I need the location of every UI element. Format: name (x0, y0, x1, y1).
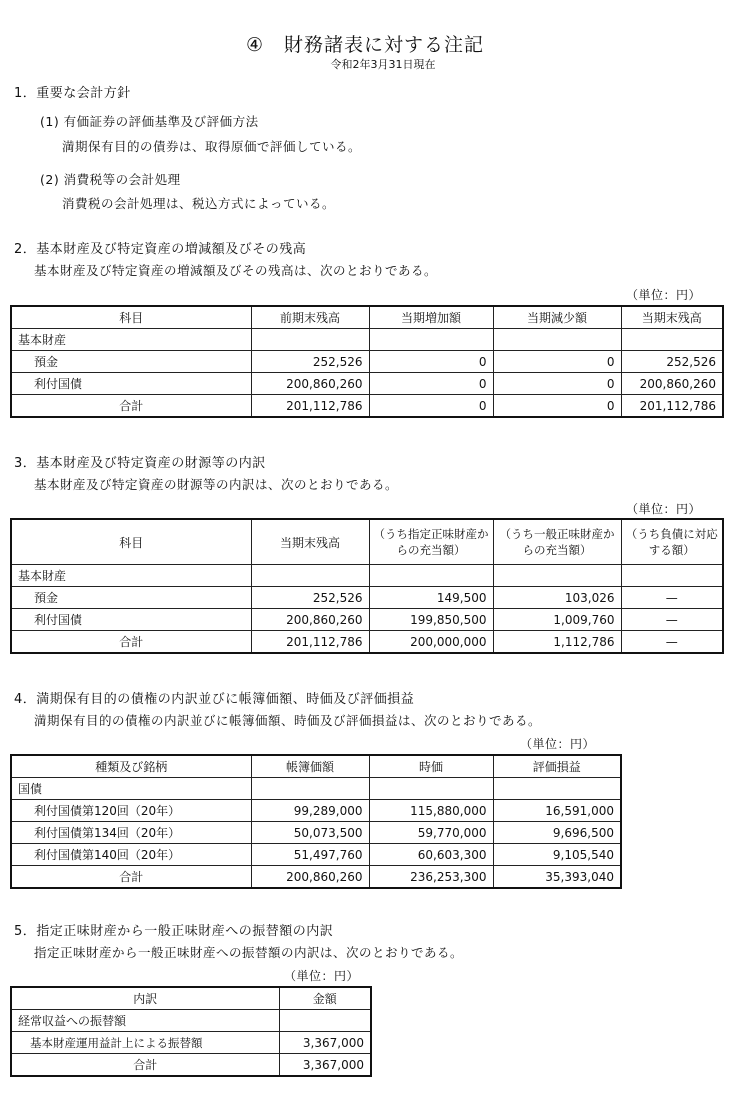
section-1-sub2-heading: (2) 消費税等の会計処理 (40, 172, 181, 187)
document-title: ④ 財務諸表に対する注記 (245, 34, 485, 56)
table-header-row (11, 519, 723, 565)
table-header-row (11, 987, 371, 1010)
section-5-heading: 5．指定正味財産から一般正味財産への振替額の内訳 (14, 924, 334, 939)
total-value: 201,112,786 (621, 395, 723, 418)
document-date: 令和2年3月31日現在 (330, 58, 436, 71)
total-value: 201,112,786 (251, 631, 369, 654)
row-label: 基本財産運用益計上による振替額 (11, 1032, 279, 1054)
total-label: 合計 (11, 1054, 279, 1077)
table-header-row (11, 755, 621, 778)
cell-value: 199,850,500 (369, 609, 493, 631)
total-label: 合計 (11, 395, 251, 418)
section-5-table (10, 986, 372, 1077)
column-header: （うち一般正味財産からの充当額） (493, 519, 621, 565)
cell-value: 252,526 (621, 351, 723, 373)
column-header: 評価損益 (493, 755, 621, 778)
total-value: 0 (369, 395, 493, 418)
section-4-text: 満期保有目的の債権の内訳並びに帳簿価額、時価及び評価損益は、次のとおりである。 (34, 713, 542, 728)
column-header: 科目 (11, 306, 251, 329)
table-total-row (11, 395, 723, 418)
section-1-heading: 1．重要な会計方針 (14, 86, 131, 101)
cell-value: 1,009,760 (493, 609, 621, 631)
section-1-sub2-text: 消費税の会計処理は、税込方式によっている。 (62, 196, 336, 211)
cell-value: 3,367,000 (279, 1032, 371, 1054)
cell-value: 103,026 (493, 587, 621, 609)
column-header: 内訳 (11, 987, 279, 1010)
total-value: 236,253,300 (369, 866, 493, 889)
column-header: 当期末残高 (621, 306, 723, 329)
total-label: 合計 (11, 631, 251, 654)
row-label: 利付国債第140回（20年） (11, 844, 251, 866)
cell-value: 9,105,540 (493, 844, 621, 866)
total-label: 合計 (11, 866, 251, 889)
section-3-table (10, 518, 724, 654)
cell-value: 0 (493, 373, 621, 395)
table-row (11, 329, 723, 351)
section-1-sub1-heading: (1) 有価証券の評価基準及び評価方法 (40, 114, 259, 129)
column-header: 帳簿価額 (251, 755, 369, 778)
column-header: 当期減少額 (493, 306, 621, 329)
section-3-text: 基本財産及び特定資産の財源等の内訳は、次のとおりである。 (34, 477, 399, 492)
section-2-unit: （単位：円） (626, 288, 702, 302)
total-value: 35,393,040 (493, 866, 621, 889)
section-4-unit: （単位：円） (520, 737, 596, 751)
group-label: 経常収益への振替額 (11, 1010, 279, 1032)
section-1-sub1-text: 満期保有目的の債券は、取得原価で評価している。 (62, 139, 362, 154)
table-total-row (11, 866, 621, 889)
group-label: 国債 (11, 778, 251, 800)
section-4-heading: 4．満期保有目的の債権の内訳並びに帳簿価額、時価及び評価損益 (14, 692, 415, 707)
column-header: （うち指定正味財産からの充当額） (369, 519, 493, 565)
cell-value: 252,526 (251, 351, 369, 373)
row-label: 利付国債第134回（20年） (11, 822, 251, 844)
total-value: 200,000,000 (369, 631, 493, 654)
cell-value: 115,880,000 (369, 800, 493, 822)
total-value: — (621, 631, 723, 654)
section-3-heading: 3．基本財産及び特定資産の財源等の内訳 (14, 456, 266, 471)
row-label: 利付国債 (11, 609, 251, 631)
column-header: 科目 (11, 519, 251, 565)
cell-value: 0 (369, 351, 493, 373)
row-label: 利付国債 (11, 373, 251, 395)
cell-value: 0 (493, 351, 621, 373)
row-label: 預金 (11, 351, 251, 373)
cell-value: 51,497,760 (251, 844, 369, 866)
section-2-table (10, 305, 724, 418)
section-5-unit: （単位：円） (284, 969, 360, 983)
cell-value: 60,603,300 (369, 844, 493, 866)
table-header-row (11, 306, 723, 329)
section-2-text: 基本財産及び特定資産の増減額及びその残高は、次のとおりである。 (34, 263, 438, 278)
cell-value: — (621, 609, 723, 631)
column-header: 前期末残高 (251, 306, 369, 329)
section-5-text: 指定正味財産から一般正味財産への振替額の内訳は、次のとおりである。 (34, 945, 464, 960)
section-2-heading: 2．基本財産及び特定資産の増減額及びその残高 (14, 242, 307, 257)
column-header: 種類及び銘柄 (11, 755, 251, 778)
column-header: 時価 (369, 755, 493, 778)
total-value: 3,367,000 (279, 1054, 371, 1077)
table-row (11, 609, 723, 631)
column-header: 金額 (279, 987, 371, 1010)
table-row (11, 1032, 371, 1054)
table-row (11, 565, 723, 587)
column-header: 当期増加額 (369, 306, 493, 329)
table-row (11, 373, 723, 395)
column-header: （うち負債に対応する額） (621, 519, 723, 565)
table-row (11, 800, 621, 822)
table-row (11, 844, 621, 866)
table-row (11, 778, 621, 800)
row-label: 利付国債第120回（20年） (11, 800, 251, 822)
cell-value: 200,860,260 (621, 373, 723, 395)
total-value: 201,112,786 (251, 395, 369, 418)
cell-value: 200,860,260 (251, 609, 369, 631)
group-label: 基本財産 (11, 565, 251, 587)
cell-value: 99,289,000 (251, 800, 369, 822)
cell-value: 50,073,500 (251, 822, 369, 844)
row-label: 預金 (11, 587, 251, 609)
cell-value: 0 (369, 373, 493, 395)
column-header: 当期末残高 (251, 519, 369, 565)
table-total-row (11, 1054, 371, 1077)
cell-value: 16,591,000 (493, 800, 621, 822)
cell-value: 59,770,000 (369, 822, 493, 844)
table-total-row (11, 631, 723, 654)
table-row (11, 351, 723, 373)
table-row (11, 822, 621, 844)
section-4-table (10, 754, 622, 889)
cell-value: — (621, 587, 723, 609)
table-row (11, 587, 723, 609)
cell-value: 200,860,260 (251, 373, 369, 395)
cell-value: 149,500 (369, 587, 493, 609)
total-value: 1,112,786 (493, 631, 621, 654)
total-value: 200,860,260 (251, 866, 369, 889)
section-3-unit: （単位：円） (626, 502, 702, 516)
table-row (11, 1010, 371, 1032)
total-value: 0 (493, 395, 621, 418)
cell-value: 252,526 (251, 587, 369, 609)
group-label: 基本財産 (11, 329, 251, 351)
cell-value: 9,696,500 (493, 822, 621, 844)
